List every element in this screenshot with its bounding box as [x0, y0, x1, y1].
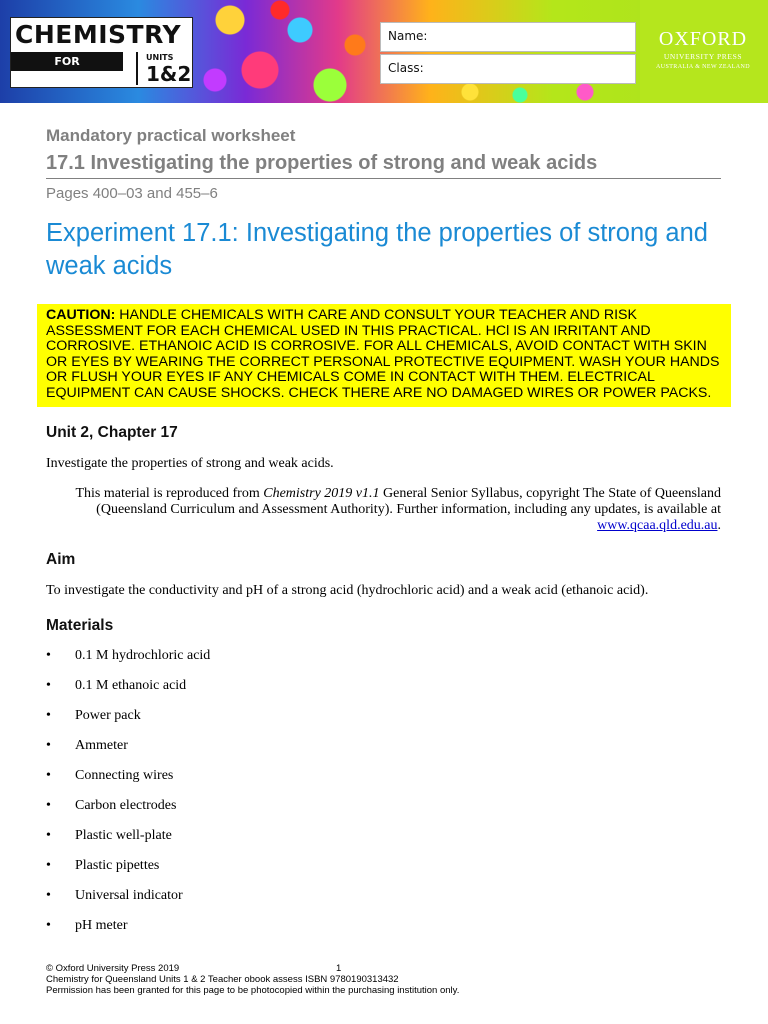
bullet: •	[46, 918, 51, 933]
name-field[interactable]	[380, 22, 636, 52]
aim-text: To investigate the conductivity and pH of a strong acid (hydrochloric acid) and a weak acid (ethanoic acid).	[46, 583, 649, 598]
logo-units-badge	[136, 52, 192, 85]
name-label: Name:	[388, 29, 428, 43]
footer-book-info: Chemistry for Queensland Units 1 & 2 Teacher obook assess ISBN 9780190313432	[46, 974, 399, 985]
caution-box	[37, 304, 731, 407]
unit-heading: Unit 2, Chapter 17	[46, 424, 178, 441]
bullet: •	[46, 648, 51, 663]
material-text: Plastic pipettes	[75, 858, 160, 873]
experiment-title: Experiment 17.1: Investigating the properties of strong and weak acids	[46, 219, 708, 280]
bullet: •	[46, 768, 51, 783]
bullet: •	[46, 828, 51, 843]
class-label: Class:	[388, 61, 424, 75]
aim-heading: Aim	[46, 551, 76, 568]
page-reference: Pages 400–03 and 455–6	[46, 185, 218, 202]
material-text: 0.1 M ethanoic acid	[75, 678, 187, 693]
repro-source: Chemistry 2019 v1.1	[263, 486, 380, 501]
repro-prefix: This material is reproduced from	[75, 486, 264, 501]
page-footer	[46, 963, 459, 996]
bullet: •	[46, 738, 51, 753]
logo-title: CHEMISTRY	[15, 20, 182, 49]
repro-suffix: .	[717, 518, 721, 533]
caution-text: HANDLE CHEMICALS WITH CARE AND CONSULT YOUR TEACHER AND RISK ASSESSMENT FOR EACH CHEMICAL USED IN THIS PRACTICAL. HCl IS AN IRRITANT AND CORROSIVE. ETHANOIC ACID IS CORROSIVE. FOR ALL CHEMICALS, AVOID CONTACT WITH SKIN OR EYES BY WEARING THE CORRECT PERSONAL PROTECTIVE EQUIPMENT. WASH YOUR HANDS OR FLUSH YOUR EYES IF ANY CHEMICALS COME IN CONTACT WITH THEM. ELECTRICAL EQUIPMENT CAN CAUSE SHOCKS. CHECK THERE ARE NO DAMAGED WIRES OR POWER PACKS.	[46, 307, 720, 401]
oxford-wordmark: OXFORD	[658, 28, 748, 50]
footer-copyright: © Oxford University Press 2019	[46, 963, 180, 974]
page-number: 1	[336, 963, 342, 974]
bullet: •	[46, 798, 51, 813]
material-text: Universal indicator	[75, 888, 183, 903]
worksheet-type: Mandatory practical worksheet	[46, 126, 296, 145]
material-text: Carbon electrodes	[75, 798, 177, 813]
bullet: •	[46, 708, 51, 723]
caution-label: CAUTION:	[46, 307, 116, 323]
intro-text: Investigate the properties of strong and weak acids.	[46, 456, 334, 471]
worksheet-title: 17.1 Investigating the properties of strong and weak acids	[46, 152, 721, 179]
class-field[interactable]	[380, 54, 636, 84]
oxford-press-line: UNIVERSITY PRESS	[663, 52, 743, 61]
header-banner	[0, 0, 768, 103]
repro-middle: General Senior Syllabus, copyright The State of Queensland (Queensland Curriculum and Assessment Authority). Further information, including any updates, is available at	[96, 486, 721, 517]
bullet: •	[46, 858, 51, 873]
material-text: 0.1 M hydrochloric acid	[75, 648, 211, 663]
material-text: Ammeter	[75, 738, 128, 753]
footer-permission: Permission has been granted for this page to be photocopied within the purchasing institution only.	[46, 985, 460, 996]
chemistry-logo	[10, 17, 193, 88]
reproduction-notice	[66, 486, 721, 534]
material-text: Connecting wires	[75, 768, 174, 783]
oxford-region-line: AUSTRALIA & NEW ZEALAND	[656, 64, 750, 70]
logo-subtitle: FOR QUEENSLAND	[11, 52, 123, 71]
materials-heading: Materials	[46, 617, 114, 634]
material-text: pH meter	[75, 918, 128, 933]
logo-units-label: UNITS	[146, 53, 174, 62]
logo-units-value: 1&2	[146, 62, 192, 86]
material-text: Plastic well-plate	[75, 828, 172, 843]
qcaa-link[interactable]: www.qcaa.qld.edu.au	[597, 518, 718, 533]
bullet: •	[46, 678, 51, 693]
material-text: Power pack	[75, 708, 141, 723]
bullet: •	[46, 888, 51, 903]
oxford-logo	[648, 28, 758, 70]
